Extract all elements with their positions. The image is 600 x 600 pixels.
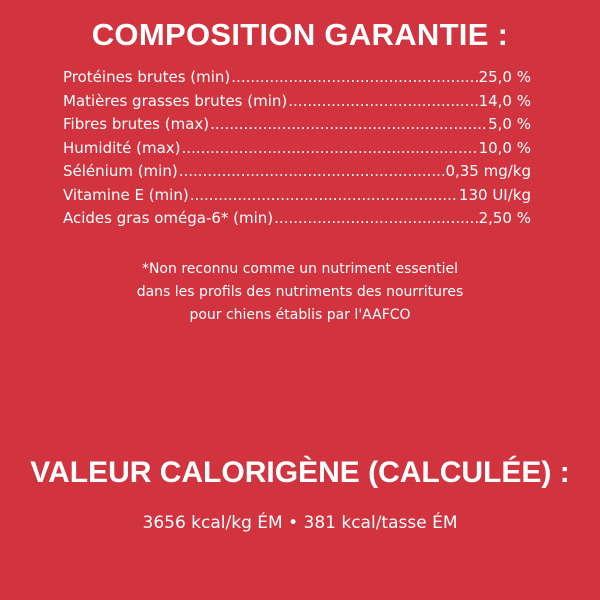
footnote-line: *Non reconnu comme un nutriment essentiel xyxy=(141,261,459,277)
row-label: Sélénium (min) xyxy=(63,162,178,180)
row-label: Protéines brutes (min) xyxy=(63,68,231,86)
row-label: Matières grasses brutes (min) xyxy=(63,91,288,110)
row-value: 14,0 % xyxy=(478,91,531,110)
composition-row-moisture xyxy=(63,137,531,161)
composition-row-fat xyxy=(63,90,531,114)
row-value: 5,0 % xyxy=(488,115,531,133)
row-label: Humidité (max) xyxy=(63,138,181,157)
dot-leader xyxy=(231,66,477,90)
row-value: 25,0 % xyxy=(478,68,531,86)
calorie-title: VALEUR CALORIGÈNE (CALCULÉE) : xyxy=(30,456,570,489)
dot-leader xyxy=(182,137,478,161)
row-label: Fibres brutes (max) xyxy=(63,115,210,133)
dot-leader xyxy=(274,207,477,231)
dot-leader xyxy=(179,160,445,184)
dot-leader xyxy=(210,113,487,137)
aafco-footnote xyxy=(0,258,600,327)
composition-row-fiber xyxy=(63,113,531,137)
row-value: 10,0 % xyxy=(478,138,531,157)
composition-row-selenium xyxy=(63,160,531,184)
calorie-value: 3656 kcal/kg ÉM • 381 kcal/tasse ÉM xyxy=(142,513,458,533)
composition-table xyxy=(63,66,531,231)
dot-leader xyxy=(288,90,477,114)
row-value: 2,50 % xyxy=(478,209,531,227)
row-label: Acides gras oméga-6* (min) xyxy=(63,209,274,227)
footnote-line: dans les profils des nutriments des nourritures xyxy=(136,284,464,300)
composition-row-omega-6 xyxy=(63,207,531,231)
footnote-line: pour chiens établis par l'AAFCO xyxy=(189,307,411,323)
row-value: 0,35 mg/kg xyxy=(445,162,531,180)
composition-row-protein xyxy=(63,66,531,90)
row-value: 130 UI/kg xyxy=(458,185,531,204)
composition-row-vitamin-e xyxy=(63,184,531,208)
row-label: Vitamine E (min) xyxy=(63,185,189,204)
composition-title: COMPOSITION GARANTIE : xyxy=(91,17,509,52)
dot-leader xyxy=(190,184,458,208)
